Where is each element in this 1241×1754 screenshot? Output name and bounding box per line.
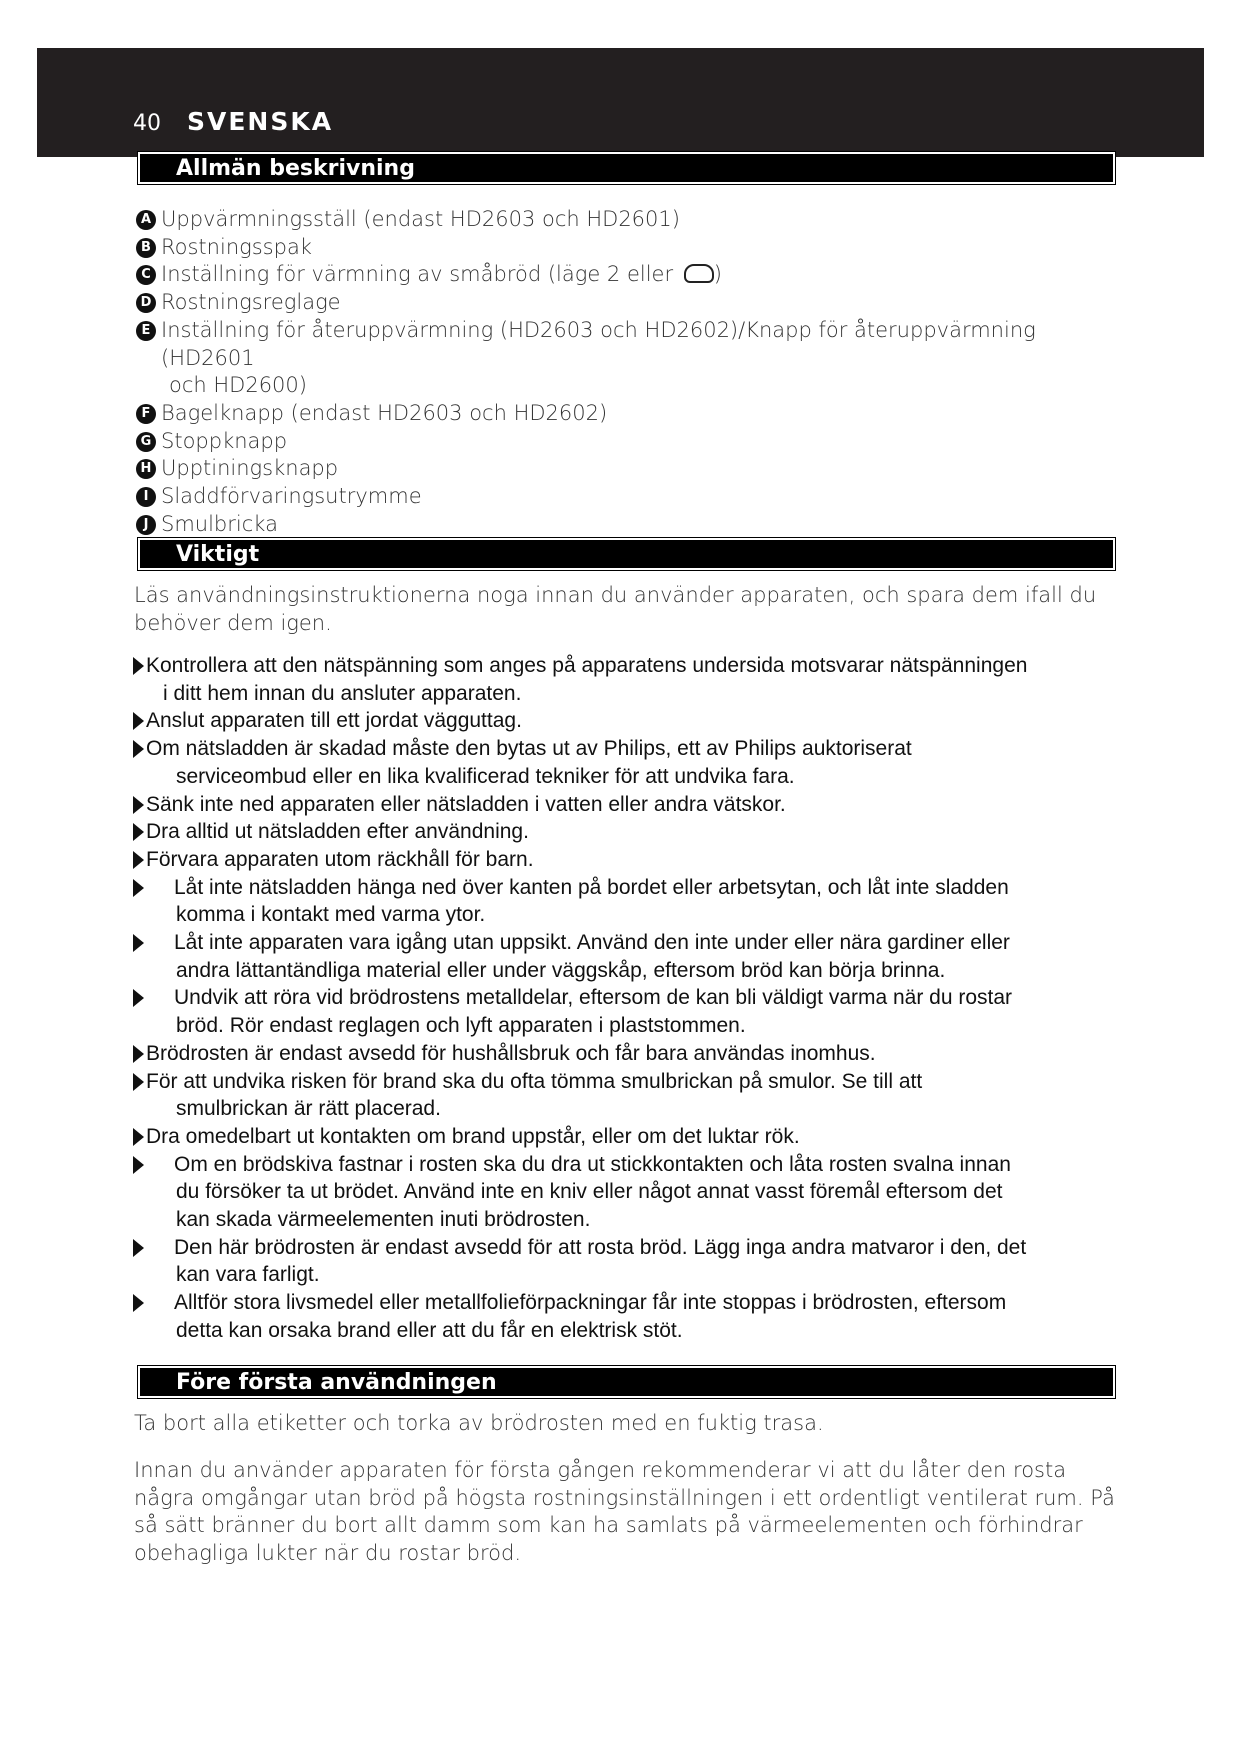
- section-title: Allmän beskrivning: [176, 156, 415, 181]
- list-item: [133, 1234, 1123, 1289]
- list-item-text-cont: och HD2600): [169, 373, 307, 398]
- list-item-text: Sänk inte ned apparaten eller nätsladden i vatten eller andra vätskor.: [146, 792, 786, 816]
- list-item-text: Anslut apparaten till ett jordat vägguttag.: [146, 709, 522, 733]
- list-item-text-cont: serviceombud eller en lika kvalificerad tekniker för att undvika fara.: [176, 764, 795, 788]
- list-item: [133, 874, 1123, 929]
- bread-roll-icon: [684, 264, 714, 283]
- list-item-text: Rostningsspak: [161, 234, 312, 259]
- list-item-text-cont: kan vara farligt.: [176, 1263, 320, 1287]
- list-item: [133, 1040, 1123, 1068]
- section-heading-general: [138, 152, 1115, 184]
- list-item: [136, 289, 1116, 317]
- list-item: [136, 317, 1116, 400]
- arrow-bullet-icon: [133, 1073, 144, 1091]
- list-item-text: Bagelknapp (endast HD2603 och HD2602): [161, 400, 608, 425]
- list-item-text: För att undvika risken för brand ska du ofta tömma smulbrickan på smulor. Se till att: [146, 1069, 923, 1093]
- description-list: [136, 206, 1116, 538]
- list-item-text: Om en brödskiva fastnar i rosten ska du dra ut stickkontakten och låta rosten svalna innan: [174, 1152, 1011, 1176]
- list-item-text-end: ): [713, 262, 722, 287]
- section-title: Före första användningen: [176, 1370, 497, 1395]
- list-item: [133, 652, 1123, 707]
- list-item: [133, 1068, 1123, 1123]
- letter-i-icon: I: [136, 487, 156, 507]
- list-item-text: Rostningsreglage: [161, 290, 341, 315]
- arrow-bullet-icon: [133, 1045, 144, 1063]
- before-first-use-paragraph-1: Ta bort alla etiketter och torka av brödrosten med en fuktig trasa.: [134, 1411, 824, 1435]
- section-title: Viktigt: [176, 542, 260, 567]
- list-item-text: Om nätsladden är skadad måste den bytas ut av Philips, ett av Philips auktoriserat: [146, 737, 912, 761]
- page-language: SVENSKA: [187, 107, 334, 136]
- list-item: [136, 428, 1116, 456]
- list-item-text: Inställning för värmning av småbröd (läge 2 eller: [161, 262, 680, 287]
- list-item-text: Stoppknapp: [161, 428, 288, 453]
- list-item: [136, 261, 1116, 289]
- list-item: [136, 234, 1116, 262]
- letter-d-icon: D: [136, 293, 156, 313]
- list-item-text-cont: komma i kontakt med varma ytor.: [176, 903, 486, 927]
- list-item-text: Låt inte apparaten vara igång utan uppsikt. Använd den inte under eller nära gardiner eller: [174, 931, 1010, 955]
- list-item-text: Smulbricka: [161, 511, 278, 536]
- list-item-text: Upptiningsknapp: [161, 456, 339, 481]
- letter-a-icon: A: [136, 210, 156, 230]
- list-item: [136, 206, 1116, 234]
- list-item-text: Brödrosten är endast avsedd för hushållsbruk och får bara användas inomhus.: [146, 1041, 876, 1065]
- arrow-bullet-icon: [133, 823, 144, 841]
- arrow-bullet-icon: [133, 1128, 144, 1146]
- arrow-bullet-icon: [133, 1239, 144, 1257]
- list-item-text: Dra alltid ut nätsladden efter användning.: [146, 820, 529, 844]
- list-item: [133, 707, 1123, 735]
- list-item: [133, 984, 1123, 1039]
- letter-j-icon: J: [136, 515, 156, 535]
- arrow-bullet-icon: [133, 989, 144, 1007]
- arrow-bullet-icon: [133, 851, 144, 869]
- list-item-text: Uppvärmningsställ (endast HD2603 och HD2601): [161, 207, 680, 231]
- arrow-bullet-icon: [133, 712, 144, 730]
- list-item-text: Förvara apparaten utom räckhåll för barn.: [146, 847, 534, 871]
- list-item-text-cont: andra lättantändliga material eller under väggskåp, eftersom bröd kan börja brinna.: [176, 958, 946, 982]
- arrow-bullet-icon: [133, 657, 144, 675]
- list-item-text: Sladdförvaringsutrymme: [161, 484, 422, 509]
- list-item: [133, 791, 1123, 819]
- list-item: [136, 455, 1116, 483]
- list-item-text: Dra omedelbart ut kontakten om brand uppstår, eller om det luktar rök.: [146, 1124, 800, 1148]
- arrow-bullet-icon: [133, 1156, 144, 1174]
- list-item-text: Den här brödrosten är endast avsedd för att rosta bröd. Lägg inga andra matvaror i den, det: [174, 1235, 1027, 1259]
- list-item: [136, 400, 1116, 428]
- section-heading-before-first-use: [138, 1366, 1115, 1398]
- list-item: [136, 511, 1116, 539]
- header-band: [37, 48, 1204, 157]
- list-item-text: Alltför stora livsmedel eller metallfolieförpackningar får inte stoppas i brödrosten, eftersom: [174, 1291, 1007, 1315]
- list-item-text: Undvik att röra vid brödrostens metalldelar, eftersom de kan bli väldigt varma när du rostar: [174, 986, 1013, 1010]
- list-item: [133, 1123, 1123, 1151]
- list-item: [133, 1151, 1123, 1234]
- warning-list: [133, 652, 1123, 1345]
- arrow-bullet-icon: [133, 879, 144, 897]
- list-item: [133, 846, 1123, 874]
- list-item: [136, 483, 1116, 511]
- section-heading-important: [138, 538, 1115, 570]
- page-number: 40: [133, 111, 161, 136]
- list-item: [133, 1289, 1123, 1344]
- arrow-bullet-icon: [133, 934, 144, 952]
- important-intro: Läs användningsinstruktionerna noga innan du använder apparaten, och spara dem ifall du behöver dem igen.: [134, 583, 1097, 635]
- list-item-text-cont: du försöker ta ut brödet. Använd inte en kniv eller något annat vasst föremål eftersom det: [176, 1180, 1003, 1204]
- list-item-text-cont: kan skada värmeelementen inuti brödrosten.: [176, 1208, 591, 1232]
- list-item: [133, 929, 1123, 984]
- letter-h-icon: H: [136, 459, 156, 479]
- arrow-bullet-icon: [133, 1294, 144, 1312]
- list-item-text: Låt inte nätsladden hänga ned över kanten på bordet eller arbetsytan, och låt inte sladden: [174, 875, 1009, 899]
- list-item: [133, 818, 1123, 846]
- list-item: [133, 735, 1123, 790]
- list-item-text: Inställning för återuppvärmning (HD2603 och HD2602)/Knapp för återuppvärmning (HD2601: [161, 317, 1036, 370]
- before-first-use-paragraph-2: Innan du använder apparaten för första gången rekommenderar vi att du låter den rosta några omgångar utan bröd på högsta rostningsinställningen i ett ordentligt ventilerat rum. På så sätt bränner du bort allt damm som kan ha samlats på värmeelementen och förhindrar obehagliga lukter när du rostar bröd.: [134, 1458, 1115, 1566]
- list-item-text-cont: smulbrickan är rätt placerad.: [176, 1097, 441, 1121]
- list-item-text: Kontrollera att den nätspänning som anges på apparatens undersida motsvarar nätspänningen: [146, 654, 1028, 677]
- list-item-text-cont: bröd. Rör endast reglagen och lyft apparaten i plaststommen.: [176, 1014, 746, 1038]
- letter-f-icon: F: [136, 404, 156, 424]
- list-item-text-cont: detta kan orsaka brand eller att du får en elektrisk stöt.: [176, 1318, 683, 1342]
- arrow-bullet-icon: [133, 740, 144, 758]
- arrow-bullet-icon: [133, 796, 144, 814]
- letter-b-icon: B: [136, 238, 156, 258]
- letter-e-icon: E: [136, 321, 156, 341]
- list-item-text-cont: i ditt hem innan du ansluter apparaten.: [163, 681, 522, 705]
- letter-c-icon: C: [136, 265, 156, 285]
- letter-g-icon: G: [136, 432, 156, 452]
